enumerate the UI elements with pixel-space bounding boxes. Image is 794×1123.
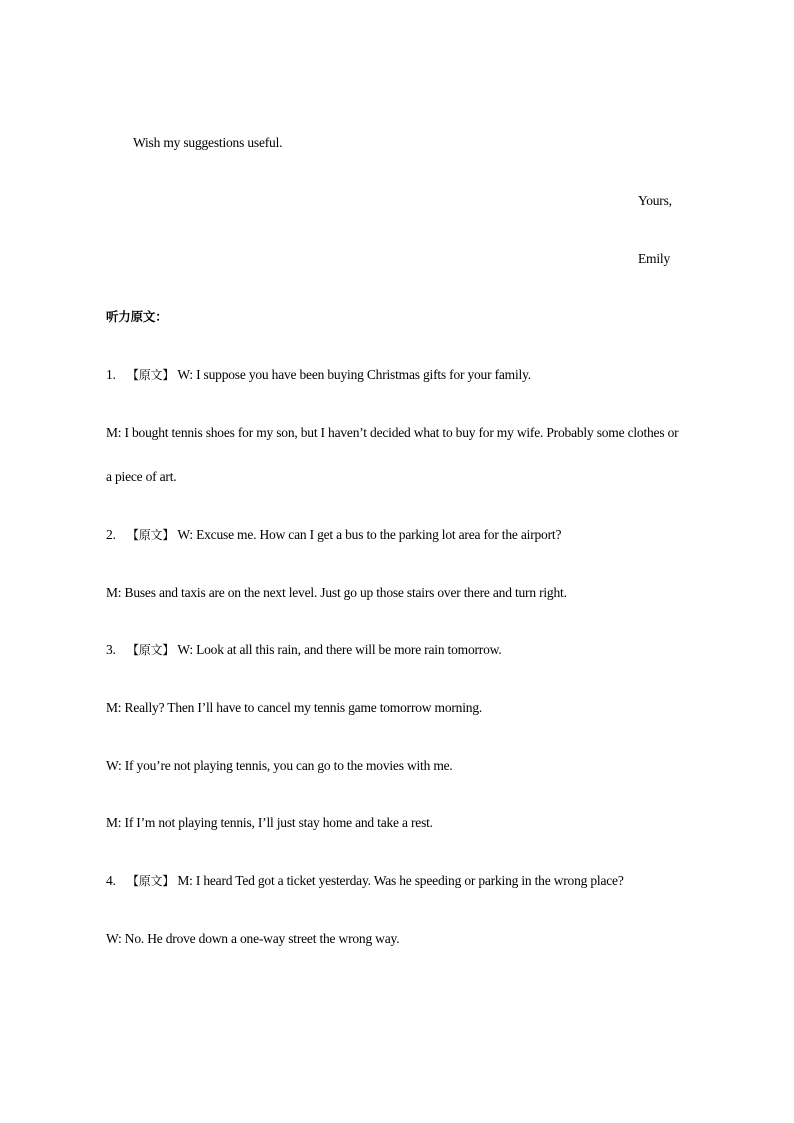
dialogue-line: W: I suppose you have been buying Christmas gifts for your family. — [177, 367, 531, 382]
transcript-item-4 — [106, 873, 624, 889]
letter-closing-line: Wish my suggestions useful. — [133, 135, 283, 150]
dialogue-line: M: If I’m not playing tennis, I’ll just stay home and take a rest. — [106, 815, 433, 830]
item-number: 3. — [106, 642, 116, 657]
original-text-tag: 【原文】 — [126, 368, 175, 382]
transcript-item-1 — [106, 367, 531, 383]
dialogue-line: W: Excuse me. How can I get a bus to the parking lot area for the airport? — [177, 527, 562, 542]
item-number: 2. — [106, 527, 116, 542]
dialogue-line: M: I heard Ted got a ticket yesterday. Was he speeding or parking in the wrong place? — [177, 873, 624, 888]
dialogue-line: W: If you’re not playing tennis, you can go to the movies with me. — [106, 758, 453, 773]
dialogue-line: M: I bought tennis shoes for my son, but I haven’t decided what to buy for my wife. Probably some clothes or — [106, 425, 679, 440]
transcript-heading: 听力原文： — [106, 309, 168, 324]
item-number: 4. — [106, 873, 116, 888]
transcript-item-3 — [106, 642, 502, 658]
item-number: 1. — [106, 367, 116, 382]
dialogue-line: W: Look at all this rain, and there will be more rain tomorrow. — [177, 642, 502, 657]
original-text-tag: 【原文】 — [126, 528, 175, 542]
dialogue-line: M: Really? Then I’ll have to cancel my tennis game tomorrow morning. — [106, 700, 483, 715]
letter-signature: Emily — [638, 251, 670, 266]
letter-signoff: Yours, — [638, 193, 672, 208]
dialogue-line: W: No. He drove down a one-way street the wrong way. — [106, 931, 400, 946]
transcript-item-2 — [106, 527, 561, 543]
original-text-tag: 【原文】 — [126, 874, 175, 888]
original-text-tag: 【原文】 — [126, 643, 175, 657]
dialogue-line: M: Buses and taxis are on the next level. Just go up those stairs over there and turn right. — [106, 585, 567, 600]
dialogue-line: a piece of art. — [106, 469, 177, 484]
